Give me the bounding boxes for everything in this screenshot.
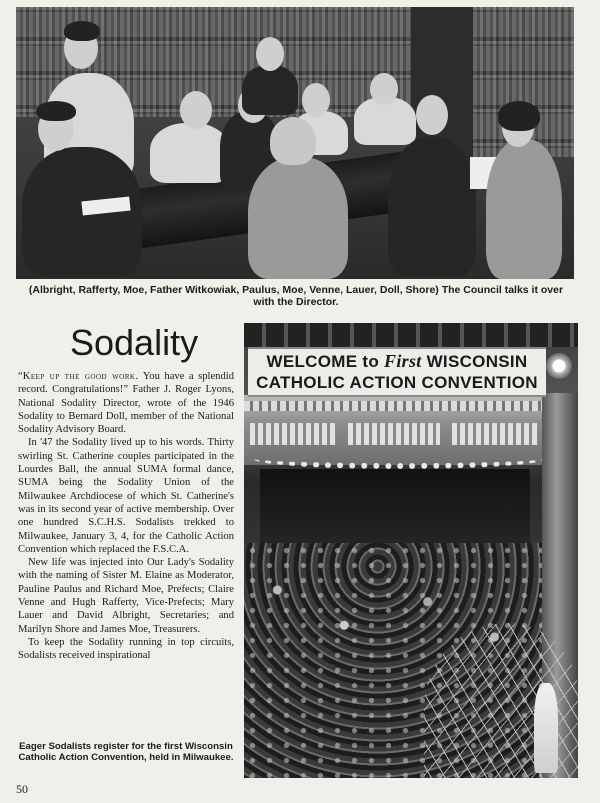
molding-left xyxy=(250,423,336,445)
person-hair xyxy=(270,117,316,165)
bottom-photo-caption: Eager Sodalists register for the first Wisconsin Catholic Action Convention, held in Milwaukee. xyxy=(18,741,234,763)
person-head xyxy=(256,37,284,71)
banner-line-1 xyxy=(248,350,546,373)
person-head xyxy=(370,73,398,105)
person-hair xyxy=(36,101,76,121)
article-paragraph-3: New life was injected into Our Lady's Sodality with the naming of Sister M. Elaine as Moderator, Pauline Paulus and Richard Moe, Prefects; Claire Venne and Hugh Rafferty, Vice-Prefects; Mary Lauer and David Albright, Secretaries; and Marilyn Shore and James Moe, Treasurers. xyxy=(18,557,234,635)
banner-line-2: CATHOLIC ACTION CONVENTION xyxy=(256,373,538,392)
article-body xyxy=(18,370,234,663)
article-paragraph-1-text: You have a splendid record. Congratulations!” Father J. Roger Lyons, National Sodality Director, wrote of the 1946 Sodality to Bernard Doll, member of the National Sodality Advisory Board. xyxy=(18,371,234,436)
molding-right xyxy=(452,423,538,445)
person-seated-right-suit xyxy=(388,137,476,277)
person-hair xyxy=(64,21,100,41)
garland-decoration xyxy=(254,449,544,469)
convention-photo xyxy=(244,323,578,778)
top-photo-caption: (Albright, Rafferty, Moe, Father Witkowiak, Paulus, Moe, Venne, Lauer, Doll, Shore) The Council talks it over with the Director. xyxy=(28,284,564,308)
person-seated-far-right xyxy=(486,139,562,279)
banner-line-1-b: First xyxy=(384,351,422,371)
open-quote: “ xyxy=(18,371,23,382)
hall-lamp xyxy=(546,353,572,379)
person-seated-center-left xyxy=(150,123,230,183)
council-photo xyxy=(16,7,574,279)
statue xyxy=(534,683,558,773)
article-lead-in: Keep up the good work. xyxy=(22,371,139,382)
person-standing-center xyxy=(242,65,298,115)
page-number: 50 xyxy=(16,782,28,796)
person-head xyxy=(180,91,212,129)
ornamental-frieze xyxy=(244,401,578,411)
banner-line-1-c: WISCONSIN xyxy=(421,352,528,371)
person-head xyxy=(416,95,448,135)
welcome-banner xyxy=(248,347,546,397)
molding-center xyxy=(348,423,440,445)
article-paragraph-1 xyxy=(18,370,234,436)
person-seated-back-to-camera xyxy=(248,157,348,279)
ceiling-beams xyxy=(244,323,578,347)
article-paragraph-2: In '47 the Sodality lived up to his words. Thirty swirling St. Catherine couples participated in the Lourdes Ball, the annual SUMA formal dance, SUMA being the Sodality Union of the Milwaukee Archdiocese of which St. Catherine's was in its second year of active membership. Over one hundred S.C.H.S. Sodalists trekked to Milwaukee, January 3, 4, for the Catholic Action Convention which replaced the F.S.C.A. xyxy=(18,437,234,555)
banner-line-1-a: WELCOME to xyxy=(266,352,385,371)
stage-opening xyxy=(260,469,530,549)
section-title: Sodality xyxy=(70,322,199,363)
person-hair xyxy=(498,101,540,131)
person-head xyxy=(302,83,330,117)
article-paragraph-4: To keep the Sodality running in top circuits, Sodalists received inspirational xyxy=(18,636,234,662)
